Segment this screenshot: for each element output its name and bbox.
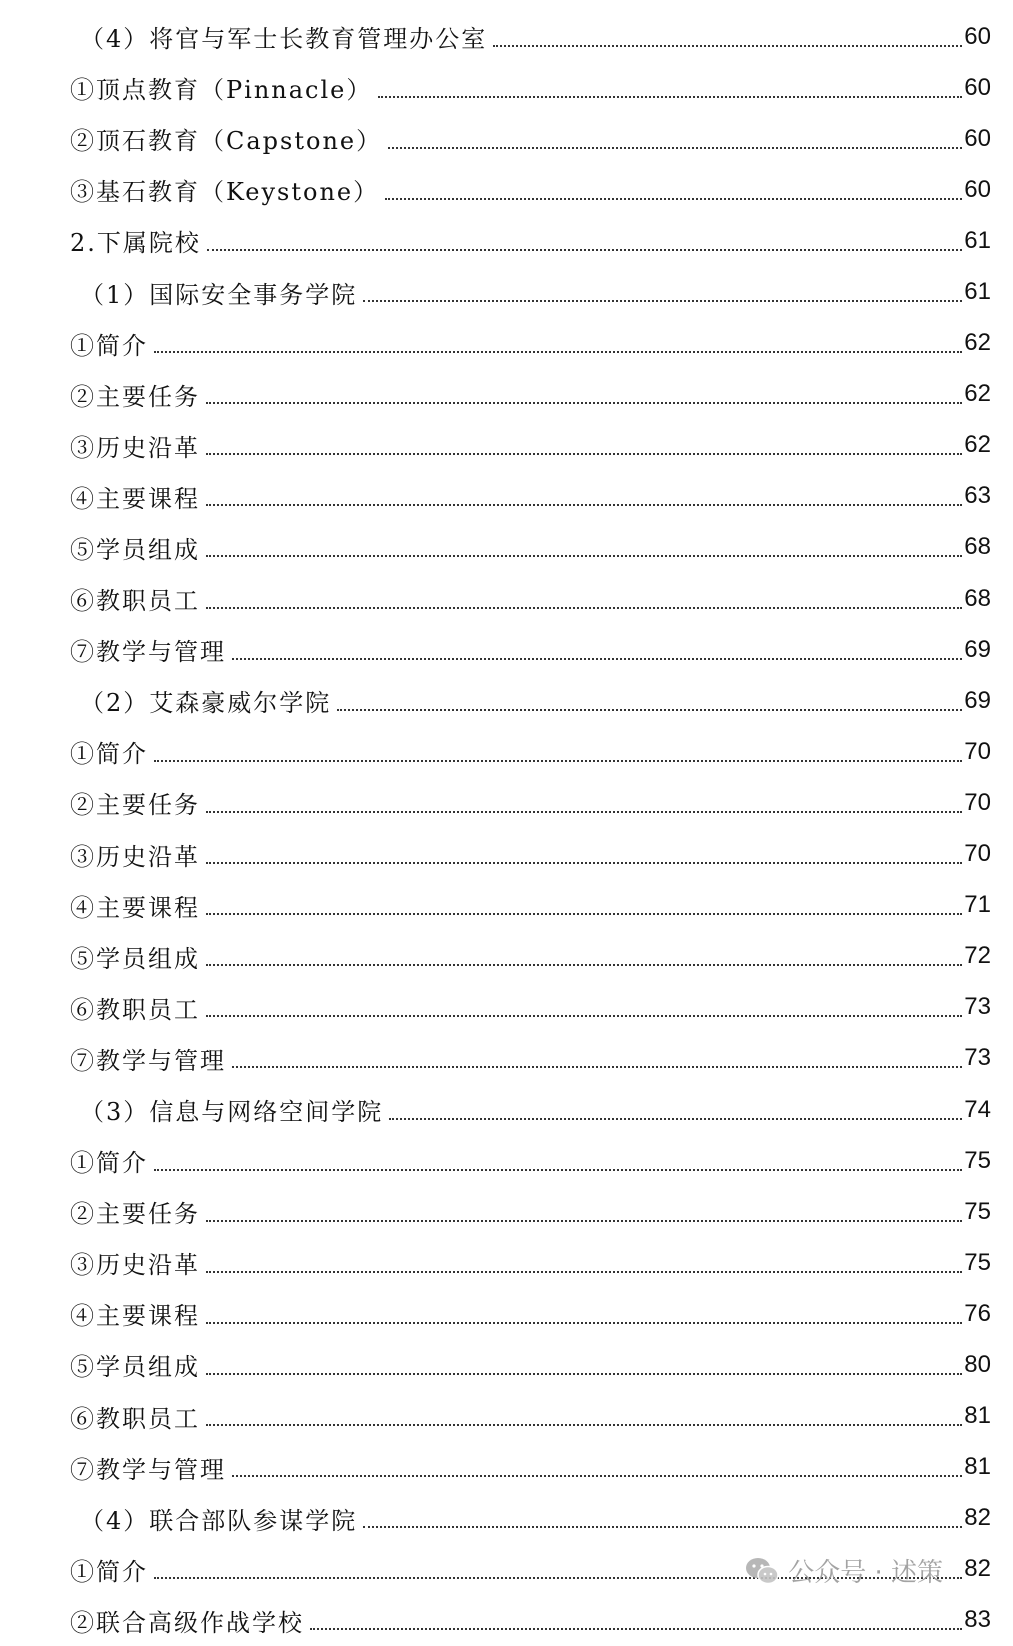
toc-entry-title: ⑤学员组成 (70, 535, 200, 564)
toc-dot-leader (206, 555, 962, 557)
toc-entry-page-number: 62 (964, 329, 991, 357)
toc-entry-page-number: 61 (964, 226, 991, 254)
toc-entry-title: ④主要课程 (70, 1302, 200, 1331)
toc-dot-leader (493, 45, 962, 47)
toc-entry-page-number: 69 (964, 686, 991, 714)
toc-dot-leader (337, 709, 962, 711)
toc-entry[interactable] (0, 1288, 1013, 1339)
toc-entry-title: ②联合高级作战学校 (70, 1608, 304, 1637)
toc-entry-page-number: 68 (964, 584, 991, 612)
toc-entry-title: （1）国际安全事务学院 (80, 280, 358, 309)
toc-entry-page-number: 82 (964, 1504, 991, 1532)
toc-entry[interactable] (0, 11, 1013, 62)
toc-entry-title: ③历史沿革 (70, 433, 200, 462)
toc-entry-title: ⑤学员组成 (70, 1353, 200, 1382)
toc-dot-leader (154, 351, 962, 353)
toc-entry[interactable] (0, 726, 1013, 777)
toc-entry[interactable] (0, 931, 1013, 982)
toc-entry-page-number: 76 (964, 1299, 991, 1327)
toc-dot-leader (388, 147, 962, 149)
toc-dot-leader (206, 811, 962, 813)
toc-entry-title: ①简介 (70, 331, 148, 360)
toc-dot-leader (310, 1628, 962, 1630)
toc-dot-leader (385, 198, 962, 200)
toc-entry[interactable] (0, 777, 1013, 828)
toc-entry[interactable] (0, 471, 1013, 522)
toc-entry[interactable] (0, 1237, 1013, 1288)
toc-dot-leader (206, 1322, 962, 1324)
toc-entry-page-number: 83 (964, 1606, 991, 1634)
toc-entry-title: ①简介 (70, 1149, 148, 1178)
toc-entry[interactable] (0, 215, 1013, 266)
toc-dot-leader (232, 1475, 962, 1477)
toc-entry-page-number: 75 (964, 1197, 991, 1225)
table-of-contents (0, 11, 1013, 1646)
toc-entry[interactable] (0, 880, 1013, 931)
toc-entry[interactable] (0, 1493, 1013, 1544)
toc-entry-title: ③历史沿革 (70, 1251, 200, 1280)
toc-dot-leader (363, 300, 962, 302)
toc-dot-leader (389, 1118, 962, 1120)
toc-entry[interactable] (0, 1084, 1013, 1135)
toc-dot-leader (232, 658, 962, 660)
toc-entry[interactable] (0, 1595, 1013, 1646)
toc-entry-title: ②主要任务 (70, 1200, 200, 1229)
toc-entry[interactable] (0, 1442, 1013, 1493)
toc-dot-leader (154, 1169, 962, 1171)
toc-entry[interactable] (0, 522, 1013, 573)
toc-dot-leader (206, 964, 962, 966)
toc-entry-page-number: 60 (964, 175, 991, 203)
toc-entry-title: ⑥教职员工 (70, 995, 200, 1024)
toc-entry-page-number: 81 (964, 1453, 991, 1481)
toc-entry-page-number: 80 (964, 1350, 991, 1378)
toc-dot-leader (206, 607, 962, 609)
toc-entry-page-number: 81 (964, 1402, 991, 1430)
toc-entry-title: ④主要课程 (70, 893, 200, 922)
toc-entry[interactable] (0, 624, 1013, 675)
toc-entry-title: 2.下属院校 (70, 229, 201, 258)
toc-entry[interactable] (0, 1339, 1013, 1390)
toc-entry[interactable] (0, 982, 1013, 1033)
toc-entry-title: ①简介 (70, 1557, 148, 1586)
toc-entry-title: ③历史沿革 (70, 842, 200, 871)
toc-entry-page-number: 63 (964, 482, 991, 510)
toc-entry-page-number: 60 (964, 22, 991, 50)
toc-entry-title: （4）联合部队参谋学院 (80, 1506, 358, 1535)
toc-entry-page-number: 71 (964, 891, 991, 919)
toc-entry-page-number: 70 (964, 840, 991, 868)
toc-entry-title: ⑦教学与管理 (70, 1046, 226, 1075)
toc-entry[interactable] (0, 369, 1013, 420)
toc-entry-page-number: 75 (964, 1248, 991, 1276)
toc-entry-page-number: 82 (964, 1555, 991, 1583)
toc-entry-title: ①简介 (70, 740, 148, 769)
toc-dot-leader (363, 1526, 962, 1528)
wechat-icon (744, 1556, 780, 1586)
toc-entry-title: ②顶石教育（Capstone） (70, 127, 383, 156)
toc-entry-page-number: 61 (964, 278, 991, 306)
toc-entry[interactable] (0, 1033, 1013, 1084)
toc-entry-title: ④主要课程 (70, 484, 200, 513)
toc-entry[interactable] (0, 164, 1013, 215)
toc-entry[interactable] (0, 420, 1013, 471)
toc-entry-page-number: 69 (964, 635, 991, 663)
toc-entry[interactable] (0, 1135, 1013, 1186)
toc-entry-title: ③基石教育（Keystone） (70, 178, 380, 207)
toc-entry-page-number: 60 (964, 124, 991, 152)
toc-dot-leader (232, 1066, 962, 1068)
toc-dot-leader (206, 862, 962, 864)
toc-entry-page-number: 74 (964, 1095, 991, 1123)
toc-entry[interactable] (0, 573, 1013, 624)
toc-entry-page-number: 73 (964, 1044, 991, 1072)
watermark-text: 公众号 · 述策 (788, 1558, 943, 1588)
toc-entry-page-number: 68 (964, 533, 991, 561)
toc-entry[interactable] (0, 675, 1013, 726)
toc-dot-leader (206, 453, 962, 455)
toc-entry[interactable] (0, 266, 1013, 317)
toc-entry-page-number: 60 (964, 73, 991, 101)
toc-entry-title: （3）信息与网络空间学院 (80, 1098, 384, 1127)
toc-entry[interactable] (0, 318, 1013, 369)
toc-entry-title: （4）将官与军士长教育管理办公室 (80, 25, 488, 54)
toc-dot-leader (206, 1424, 962, 1426)
toc-dot-leader (206, 1271, 962, 1273)
toc-entry-title: ⑦教学与管理 (70, 1455, 226, 1484)
toc-entry-title: ②主要任务 (70, 791, 200, 820)
toc-entry[interactable] (0, 1186, 1013, 1237)
toc-dot-leader (154, 760, 962, 762)
toc-entry-page-number: 72 (964, 942, 991, 970)
toc-entry[interactable] (0, 62, 1013, 113)
toc-entry[interactable] (0, 829, 1013, 880)
watermark (744, 1552, 943, 1589)
toc-entry-page-number: 62 (964, 380, 991, 408)
toc-dot-leader (206, 504, 962, 506)
toc-dot-leader (206, 913, 962, 915)
toc-entry-page-number: 75 (964, 1146, 991, 1174)
toc-entry-page-number: 73 (964, 993, 991, 1021)
toc-entry[interactable] (0, 113, 1013, 164)
toc-entry-title: ⑥教职员工 (70, 587, 200, 616)
toc-entry-title: （2）艾森豪威尔学院 (80, 689, 332, 718)
toc-dot-leader (378, 96, 962, 98)
toc-entry-page-number: 62 (964, 431, 991, 459)
toc-dot-leader (206, 402, 962, 404)
toc-dot-leader (206, 1015, 962, 1017)
toc-entry-title: ②主要任务 (70, 382, 200, 411)
toc-entry-page-number: 70 (964, 788, 991, 816)
toc-dot-leader (207, 249, 962, 251)
toc-dot-leader (206, 1373, 962, 1375)
toc-entry[interactable] (0, 1391, 1013, 1442)
toc-entry-title: ⑤学员组成 (70, 944, 200, 973)
toc-entry-title: ⑥教职员工 (70, 1404, 200, 1433)
toc-entry-title: ⑦教学与管理 (70, 638, 226, 667)
toc-dot-leader (206, 1220, 962, 1222)
toc-entry-page-number: 70 (964, 737, 991, 765)
toc-entry-title: ①顶点教育（Pinnacle） (70, 76, 373, 105)
